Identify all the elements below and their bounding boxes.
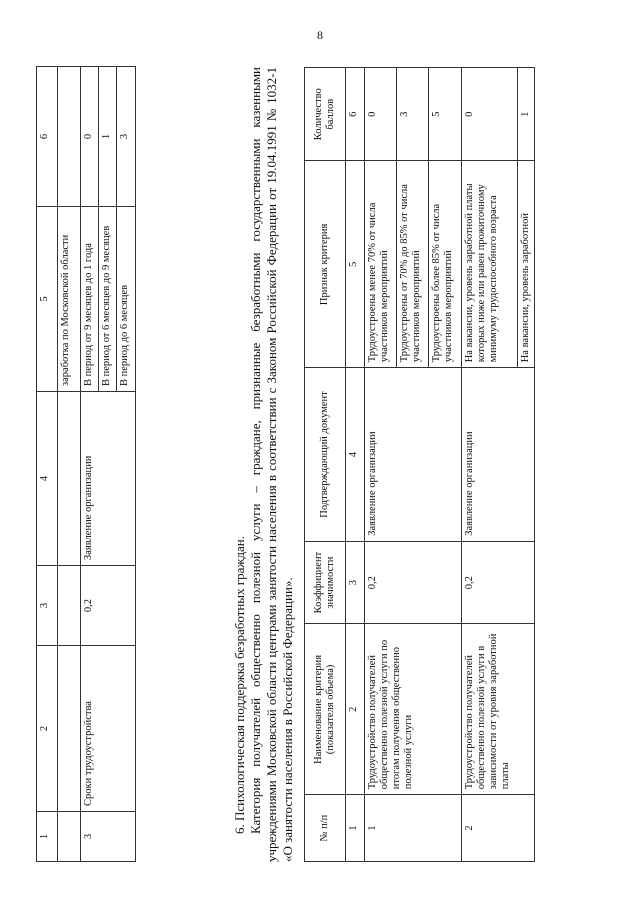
column-header: Наименование критерия (показателя объема): [305, 624, 346, 795]
section-6: [232, 67, 296, 862]
column-header: Количество баллов: [305, 68, 346, 161]
row-number: 2: [462, 795, 535, 862]
criterion-option: Трудоустроены более 85% от числа участников мероприятий: [431, 203, 454, 363]
row-number: 1: [365, 795, 462, 862]
table-cell: 5: [37, 207, 58, 392]
points-value: 0: [365, 68, 397, 160]
criterion-name: Сроки трудоустройства: [81, 646, 136, 812]
column-header: Коэффициент значимости: [305, 541, 346, 624]
points-value: 0: [462, 68, 518, 160]
criterion-option: На вакансии, уровень заработной платы которых ниже или равен прожиточному минимуму трудоспособного возраста: [462, 161, 518, 367]
criterion-option: В период от 9 месяцев до 1 года: [81, 207, 99, 391]
points-cell: [365, 68, 462, 161]
row-number: 3: [81, 812, 136, 862]
criterion-option: В период до 6 месяцев: [119, 284, 130, 386]
table-cell: 6: [37, 67, 58, 207]
table-header-row: [305, 68, 346, 862]
points-value: 3: [119, 133, 130, 140]
table-row: [81, 67, 136, 862]
criterion-option: Трудоустроены менее 70% от числа участников мероприятий: [365, 161, 397, 367]
points-value: 1: [520, 111, 531, 117]
table-row: [58, 67, 81, 862]
table-cell: [58, 566, 81, 646]
rotated-page-content: [36, 22, 616, 862]
column-number: 3: [346, 541, 365, 624]
points-value: 5: [431, 111, 442, 117]
table-cell: 2: [37, 646, 58, 812]
confirming-document: Заявление организации: [462, 368, 535, 541]
criteria-table: [304, 67, 535, 862]
coefficient: 0,2: [365, 541, 462, 624]
criterion-name: Трудоустройство получателей общественно полезной услуги в зависимости от уровня заработной платы: [462, 624, 535, 795]
confirming-document: Заявление организации: [365, 368, 462, 541]
table-row: [462, 68, 535, 862]
points-cell: [81, 67, 136, 207]
table-header-row: [37, 67, 58, 862]
criterion-option: На вакансии, уровень заработной: [520, 212, 531, 363]
table-cell: [58, 812, 81, 862]
section-paragraph: Категория получателей общественно полезной услуги – граждане, признанные безработными государственными казенными учреждениями Московской области центрами занятости населения в соответствии с Законом Российской Федерации от 19.04.1991 № 1032-1 «О занятости населения в Российской Федерации».: [248, 67, 295, 862]
column-number: 5: [346, 161, 365, 368]
points-value: 1: [99, 67, 117, 206]
criterion-option: В период от 6 месяцев до 9 месяцев: [99, 207, 117, 391]
column-header: Подтверждающий документ: [305, 368, 346, 541]
criteria-cell: [462, 161, 535, 368]
criteria-cell: заработка по Московской области: [58, 207, 81, 392]
table-cell: 4: [37, 392, 58, 566]
column-number-row: [346, 68, 365, 862]
column-header: Признак критерия: [305, 161, 346, 368]
criterion-option: Трудоустроены от 70% до 85% от числа участников мероприятий: [397, 161, 429, 367]
table-cell: 1: [37, 812, 58, 862]
confirming-document: Заявление организации: [81, 392, 136, 566]
table-row: [365, 68, 462, 862]
table-cell: [58, 67, 81, 207]
criterion-name: Трудоустройство получателей общественно полезной услуги по итогам получения общественно полезной услуги: [365, 624, 462, 795]
coefficient: 0,2: [81, 566, 136, 646]
coefficient: 0,2: [462, 541, 535, 624]
criteria-cell: [81, 207, 136, 392]
table-cell: [58, 646, 81, 812]
criteria-cell: [365, 161, 462, 368]
points-value: 3: [397, 68, 429, 160]
points-value: 0: [81, 67, 99, 206]
column-number: 2: [346, 624, 365, 795]
criteria-table-continued: [36, 66, 136, 862]
section-heading: 6. Психологическая поддержка безработных граждан.: [232, 536, 247, 834]
table-cell: 3: [37, 566, 58, 646]
column-header: № п/п: [305, 795, 346, 862]
page-number: 8: [317, 28, 323, 42]
column-number: 6: [346, 68, 365, 161]
points-cell: [462, 68, 535, 161]
column-number: 4: [346, 368, 365, 541]
column-number: 1: [346, 795, 365, 862]
table-cell: [58, 392, 81, 566]
